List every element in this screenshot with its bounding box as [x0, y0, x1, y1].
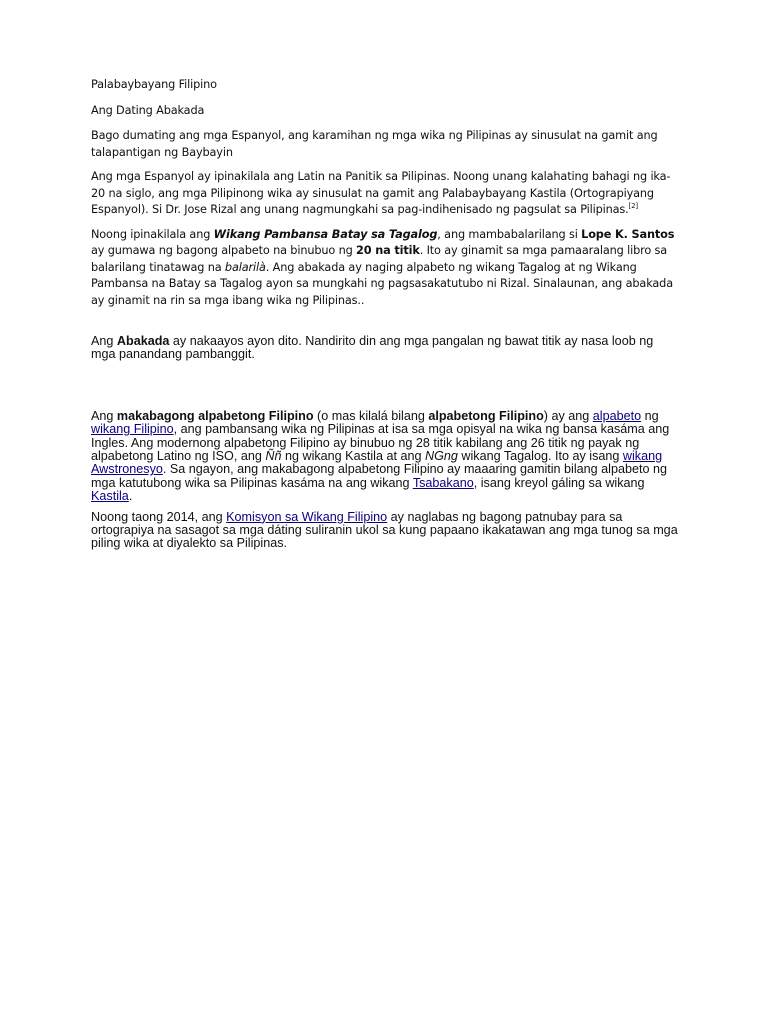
text-span: ng [641, 408, 659, 423]
text-span: , ang mambabalarilang si [437, 227, 582, 241]
letter-count: 20 na titik [356, 244, 420, 257]
link-tsabakano[interactable]: Tsabakano [412, 475, 474, 490]
paragraph-wikang-pambansa [91, 227, 681, 310]
text-span: . Ang abakada ay naging alpabeto ng wikang Tagalog at ng Wikang Pambansa na Batay sa Tagalog ayon sa mungkahi ng pagsasakatutubo ni Rizal. Sinalaunan, ang abakada ay ginamit na rin sa mga ibang wika ng Pilipinas.. [91, 260, 673, 307]
document-title: Palabaybayang Filipino [91, 78, 217, 91]
text-span: Noong taong 2014, ang [91, 509, 227, 524]
term-abakada: Abakada [116, 334, 170, 348]
paragraph-espanyol-text: Ang mga Espanyol ay ipinakilala ang Latin na Panitik sa Pilipinas. Noong unang kalahating bahagi ng ika-20 na siglo, ang mga Pilipinong wika ay sinusulat na gamit ang Palabaybayang Kastila (Ortograpiyang Espanyol). Si Dr. Jose Rizal ang unang nagmungkahi sa pag-indihenisado ng pagsulat sa Pilipinas. [91, 170, 671, 216]
text-span: ay gumawa ng bagong alpabeto na binubuo ng [91, 244, 357, 257]
link-wikang-filipino[interactable]: wikang Filipino [91, 422, 174, 437]
text-span: (o mas kilalá bilang [313, 408, 429, 423]
paragraph-abakada [91, 335, 681, 362]
term-enye: Ññ [265, 449, 282, 464]
paragraph-baybayin: Bago dumating ang mga Espanyol, ang karamihan ng mga wika ng Pilipinas ay sinusulat na gamit ang talapantigan ng Baybayin [91, 129, 658, 159]
term-makabagong-alpabeto: makabagong alpabetong Filipino [116, 408, 314, 423]
text-span: . Sa ngayon, ang makabagong alpabetong Filipino ay maaaring gamitin bilang alpabeto ng mga katutubong wika sa Pilipinas kasáma na ang wikang [91, 462, 667, 490]
term-wikang-pambansa: Wikang Pambansa Batay sa Tagalog [213, 227, 438, 241]
link-alpabeto[interactable]: alpabeto [592, 408, 642, 423]
text-span: ay nakaayos ayon dito. Nandirito din ang mga pangalan ng bawat titik ay nasa loob ng mga panandang pambanggit. [91, 334, 654, 362]
term-balarila: balarilà [224, 260, 266, 274]
paragraph-alpabetong-filipino [91, 410, 681, 504]
term-alpabetong-filipino: alpabetong Filipino [428, 408, 544, 423]
text-span: . [128, 489, 133, 504]
paragraph-espanyol [91, 169, 681, 219]
text-span: Noong ipinakilala ang [91, 227, 214, 241]
text-span: , ang pambansang wika ng Pilipinas at isa sa mga opisyal na wika ng bansa kasáma ang Ingles. Ang modernong alpabetong Filipino ay binubuo ng 28 titik kabilang ang 26 titik ng payak ng alpabetong Latino ng ISO, ang [91, 422, 670, 464]
text-span: ) ay ang [543, 408, 593, 423]
text-span: ng wikang Kastila at ang [281, 449, 425, 464]
link-kastila[interactable]: Kastila [91, 489, 129, 504]
text-span: Ang [91, 408, 117, 423]
text-span: wikang Tagalog. Ito ay isang [457, 449, 623, 464]
text-span: , isang kreyol gáling sa wikang [473, 475, 645, 490]
link-wikang-awstronesyo[interactable]: wikang Awstronesyo [91, 449, 663, 477]
text-span: Ang [91, 334, 117, 348]
text-span: ay naglabas ng bagong patnubay para sa ortograpiya na sasagot sa mga dáting suliranin ukol sa kung papaano ikakatawan ang mga tunog sa mga piling wika at diyalekto sa Pilipinas. [91, 509, 678, 551]
paragraph-komisyon [91, 511, 681, 551]
document-page [91, 72, 681, 551]
link-komisyon-sa-wikang-filipino[interactable]: Komisyon sa Wikang Filipino [226, 509, 388, 524]
term-ng: NGng [425, 449, 458, 464]
text-span: . Ito ay ginamit sa mga pamaaralang libro sa balarilang tinatawag na [91, 244, 668, 274]
section-heading: Ang Dating Abakada [91, 103, 205, 117]
reference-marker[interactable]: [2] [628, 202, 639, 210]
person-name: Lope K. Santos [581, 227, 675, 241]
